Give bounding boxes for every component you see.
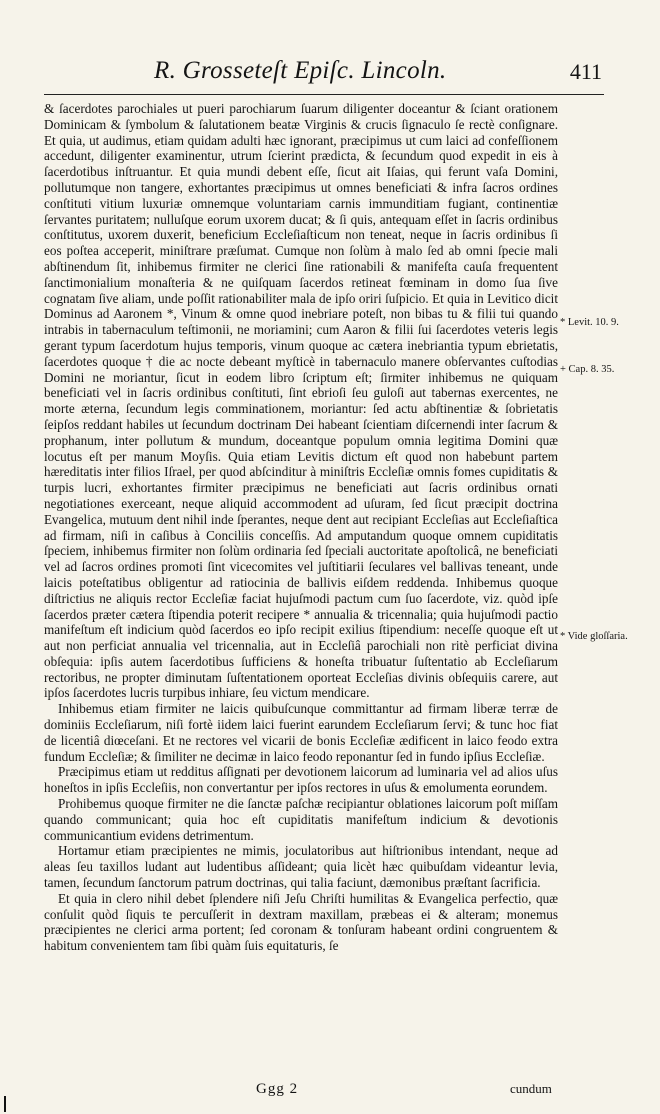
header-rule	[44, 94, 604, 95]
page-number: 411	[569, 59, 602, 84]
paragraph-1: & ſacerdotes parochiales ut pueri parochiarum ſuarum diligenter doceantur & ſciant orationem Dominicam & ſymbolum & ſalutationem beatæ Virginis & crucis ſignaculo ſe rectè conſignare. Et quia, ut audimus, etiam quidam adulti hæc ignorant, præcipimus ut cum laici ad confeſſionem accedunt, diligenter examinentur, utrum ſcierint prædicta, & ſecundum quod expedit in eis à ſacerdotibus inſtruantur. Et quia mundi debent eſſe, ſicut ait Iſaias, qui ferunt vaſa Domini, pollutumque non tangere, exhortantes præcipimus ut omnes beneficiati & infra ſacros ordines conſtituti vitium luxuriæ omnemque voluntariam carnis immunditiam fugiant, continentiæ ſervantes puritatem; nulluſque eorum uxorem ducat; & ſi quis, antequam eſſet in ſacris ordinibus conſtitutus, uxorem duxerit, beneficium Eccleſiaſticum non teneat, neque in ſacris ordinibus ſi eos poſtea acceperit, miniſtrare præſumat. Cumque non ſolùm à malo ſed ab omni ſpecie mali abſtinendum ſit, inhibemus firmiter ne clerici ſine rationabili & manifeſta cauſa frequentent ſanctimonialium monaſteria & ne quiſquam ſacerdos retineat fœminam in domo ſua ſive cognatam ſive aliam, unde poſſit rationabiliter mala de ipſo oriri ſuſpicio. Et quia in Levitico dicit Dominus ad Aaronem *, Vinum & omne quod inebriare poteſt, non bibas tu & filii tui quando intrabis in tabernaculum teſtimonii, ne moriamini; cum Aaron & filii ſui ſacerdotes veteris legis gerant typum ſacerdotum hujus temporis, vinum quoque ac cætera inebriantia typum ebrietatis, ſacerdotes quoque † die ac nocte debeant myſticè in tabernaculo manere obſervantes cuſtodias Domini ne moriantur, ſicut in eodem libro ſcriptum eſt; ſirmiter inhibemus ne quiquam beneficiati vel in ſacris ordinibus conſtituti, ſint ebrioſi ſeu guloſi aut tabernas exercentes, ne morte æterna, ſecundum legis comminationem, moriantur: ſed actu abſtinentiæ & ſobrietatis ſeipſos reddant habiles ut ſecundum doctrinam Dei habeant ſcientiam diſcernendi inter ſacrum & prophanum, inter pollutum & mundum, doceantque populum omnia legitima Domini quæ locutus eſt per manum Moyſis. Quia etiam Levitis dictum eſt quod non habebunt partem hæreditatis inter filios Iſrael, per quod abſcinditur à miniſtris Eccleſiæ omnis fomes cupiditatis & turpis lucri, exhortantes firmiter præcipimus ne beneficiati aut ſacris ordinibus ornati negotiationes exerceant, neque aliquid accommodent ad uſuram, ſed ſicut præcipit doctrina Evangelica, mutuum dent nihil inde ſperantes, neque dent aut recipiant Eccleſias aut Eccleſiaſtica ad firmam, niſi in caſibus à Conciliis conceſſis. Ad amputandum quoque omnem cupiditatis ſpeciem, inhibemus firmiter non ſolùm ordinaria ſed ſpeciali auctoritate apoſtolicâ, ne beneficiati vel ad ſacros ordines promoti ſint vicecomites vel juſtitiarii ſeculares vel ballivas teneant, unde laicis poteſtatibus obligentur ad ratiocinia de ballivis eiſdem reddenda. Inhibemus quoque diſtrictius ne aliquis rector Eccleſiæ faciat hujuſmodi pactum cum ſuo ſacerdote, viz. quòd ipſe ſacerdos præter cætera ſtipendia poterit recipere * annualia & tricennalia; quia hujuſmodi pactio manifeſtum eſt indicium quòd ſacerdos eo ipſo recipit exilius ſtipendium: neceſſe quoque eſt ut aut non perficiat annualia vel tricennalia, aut in Eccleſiâ parochiali non ritè perficiat divina obſequia: ipſis autem ſacerdotibus ſufficiens & honeſta tribuatur ſuſtentatio ab Eccleſiarum rectoribus, ne propter diminutam ſuſtentationem oporteat Eccleſias divinis obſequiis carere, aut ipſos ſacerdotes lucris turpibus inhiare, ſeu victum mendicare.	[44, 101, 558, 701]
body-text	[44, 101, 558, 954]
paragraph-2: Inhibemus etiam firmiter ne laicis quibuſcunque committantur ad firmam liberæ terræ de dominiis Eccleſiarum, niſi fortè iidem laici fuerint earundem Eccleſiarum ſervi; & tunc hoc fiat de licentiâ diœceſani. Et ne rectores vel vicarii de bonis Eccleſiæ ædificent in laico feodo extra fundum Eccleſiæ; & ſimiliter ne decimæ in laico feodo reponantur ſed in fundo ipſius Eccleſiæ.	[44, 701, 558, 764]
signature-mark: Ggg 2	[256, 1081, 299, 1097]
paragraph-4: Prohibemus quoque firmiter ne die ſanctæ paſchæ recipiantur oblationes laicorum poſt miſſam quando communicant; quia hoc eſt cupiditatis manifeſtum indicium & devotionis communicantium evidens detrimentum.	[44, 796, 558, 843]
margin-note-vide: * Vide gloſſaria.	[560, 631, 628, 642]
page-edge-mark	[4, 1096, 6, 1112]
paragraph-6: Et quia in clero nihil debet ſplendere niſi Jeſu Chriſti humilitas & Evangelica perfectio, quæ conſulit quòd ſiquis te percuſſerit in dextram maxillam, præbeas ei & alteram; monemus præcipientes ne clerici arma portent; ſed coronam & tonſuram habeant ordini congruentem & habitum convenientem tam ſibi quàm ſuis equitaturis, ſe	[44, 890, 558, 954]
paragraph-5: Hortamur etiam præcipientes ne mimis, joculatoribus aut hiſtrionibus intendant, neque ad aleas ſeu taxillos ludant aut ludentibus aſſideant; quia licèt hæc quibuſdam videantur levia, tamen, ſecundum ſanctorum patrum doctrinas, qui talia faciunt, dæmonibus præſtant ſacrificia.	[44, 843, 558, 891]
margin-note-cap: + Cap. 8. 35.	[560, 364, 615, 375]
catchword: cundum	[510, 1081, 552, 1096]
page-header	[44, 55, 604, 95]
margin-note-levit: * Levit. 10. 9.	[560, 317, 619, 328]
running-title: R. Grosseteſt Epiſc. Lincoln.	[154, 57, 447, 84]
paragraph-3: Præcipimus etiam ut redditus aſſignati per devotionem laicorum ad luminaria vel ad alios uſus honeſtos in ipſis Eccleſiis, non convertantur per ipſos rectores in uſus & emolumenta eorundem.	[44, 764, 558, 796]
